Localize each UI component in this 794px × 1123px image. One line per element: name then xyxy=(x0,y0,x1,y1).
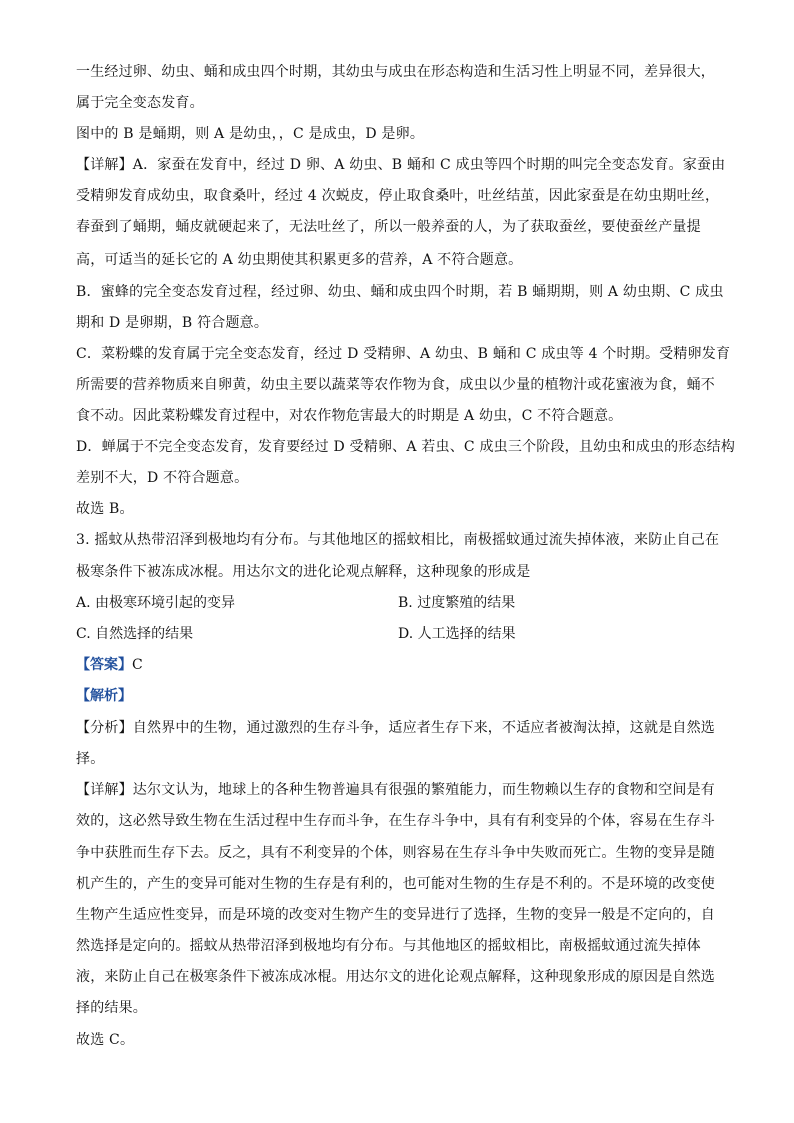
text-line: 择。 xyxy=(76,751,105,767)
text-line: 图中的 B 是蛹期，则 A 是幼虫，，C 是成虫，D 是卵。 xyxy=(76,126,425,142)
text-line: C．菜粉蝶的发育属于完全变态发育，经过 D 受精卵、A 幼虫、B 蛹和 C 成虫等 4 个时期。受精卵发育 xyxy=(76,346,731,362)
text-line: 食不动。因此菜粉蝶发育过程中，对农作物危害最大的时期是 A 幼虫，C 不符合题意。 xyxy=(76,408,623,424)
text-line: 【详解】A．家蚕在发育中，经过 D 卵、A 幼虫、B 蛹和 C 成虫等四个时期的叫完全变态发育。家蚕由 xyxy=(76,157,726,173)
text-line: D．蝉属于不完全变态发育，发育要经过 D 受精卵、A 若虫、C 成虫三个阶段，且幼虫和成虫的形态结构 xyxy=(76,439,736,455)
option-a: A. 由极寒环境引起的变异 xyxy=(76,595,236,611)
answer-value: C xyxy=(132,657,143,673)
option-b: B. 过度繁殖的结果 xyxy=(398,595,516,611)
option-d: D. 人工选择的结果 xyxy=(398,626,516,642)
text-line: 【详解】达尔文认为，地球上的各种生物普遍具有很强的繁殖能力，而生物赖以生存的食物和空间是有 xyxy=(76,782,715,798)
text-line: 生物产生适应性变异，而是环境的改变对生物产生的变异进行了选择，生物的变异一般是不定向的，自 xyxy=(76,907,715,923)
analysis-tag: 【解析】 xyxy=(76,688,132,704)
text-line: 液，来防止自己在极寒条件下被冻成冰棍。用达尔文的进化论观点解释，这种现象形成的原因是自然选 xyxy=(76,969,715,985)
text-line: 【分析】自然界中的生物，通过激烈的生存斗争，适应者生存下来，不适应者被淘汰掉，这就是自然选 xyxy=(76,720,715,736)
text-line: 差别不大，D 不符合题意。 xyxy=(76,470,249,486)
text-line: 受精卵发育成幼虫，取食桑叶，经过 4 次蜕皮，停止取食桑叶，吐丝结茧，因此家蚕是在幼虫期吐丝， xyxy=(76,188,720,204)
text-line: 故选 C。 xyxy=(76,1032,135,1048)
text-line: 期和 D 是卵期，B 符合题意。 xyxy=(76,315,269,331)
text-line: 效的，这必然导致生物在生活过程中生存而斗争，在生存斗争中，具有有利变异的个体，容易在生存斗 xyxy=(76,813,715,829)
text-line: 择的结果。 xyxy=(76,1000,147,1016)
text-line: 然选择是定向的。摇蚊从热带沼泽到极地均有分布。与其他地区的摇蚊相比，南极摇蚊通过流失掉体 xyxy=(76,938,701,954)
option-c: C. 自然选择的结果 xyxy=(76,626,194,642)
answer-tag: 【答案】 xyxy=(76,657,132,673)
text-line: 争中获胜而生存下去。反之，具有不利变异的个体，则容易在生存斗争中失败而死亡。生物的变异是随 xyxy=(76,845,715,861)
text-line: B．蜜蜂的完全变态发育过程，经过卵、幼虫、蛹和成虫四个时期，若 B 蛹期期，则 A 幼虫期、C 成虫 xyxy=(76,284,724,300)
text-line: 高，可适当的延长它的 A 幼虫期使其积累更多的营养，A 不符合题意。 xyxy=(76,252,523,268)
analysis-heading xyxy=(76,686,132,706)
text-line: 一生经过卵、幼虫、蛹和成虫四个时期，其幼虫与成虫在形态构造和生活习性上明显不同，差异很大， xyxy=(76,64,715,80)
text-line: 故选 B。 xyxy=(76,501,134,517)
text-line: 春蚕到了蛹期，蛹皮就硬起来了，无法吐丝了，所以一般养蚕的人，为了获取蚕丝，要使蚕丝产量提 xyxy=(76,219,701,235)
question-text: 3. 摇蚊从热带沼泽到极地均有分布。与其他地区的摇蚊相比，南极摇蚊通过流失掉体液，来防止自己在 xyxy=(76,532,720,548)
text-line: 属于完全变态发育。 xyxy=(76,95,204,111)
answer-line xyxy=(76,655,143,675)
text-line: 所需要的营养物质来自卵黄，幼虫主要以蔬菜等农作物为食，成虫以少量的植物汁或花蜜液为食，蛹不 xyxy=(76,377,715,393)
text-line: 机产生的，产生的变异可能对生物的生存是有利的，也可能对生物的生存是不利的。不是环境的改变使 xyxy=(76,876,715,892)
question-text: 极寒条件下被冻成冰棍。用达尔文的进化论观点解释，这种现象的形成是 xyxy=(76,564,531,580)
